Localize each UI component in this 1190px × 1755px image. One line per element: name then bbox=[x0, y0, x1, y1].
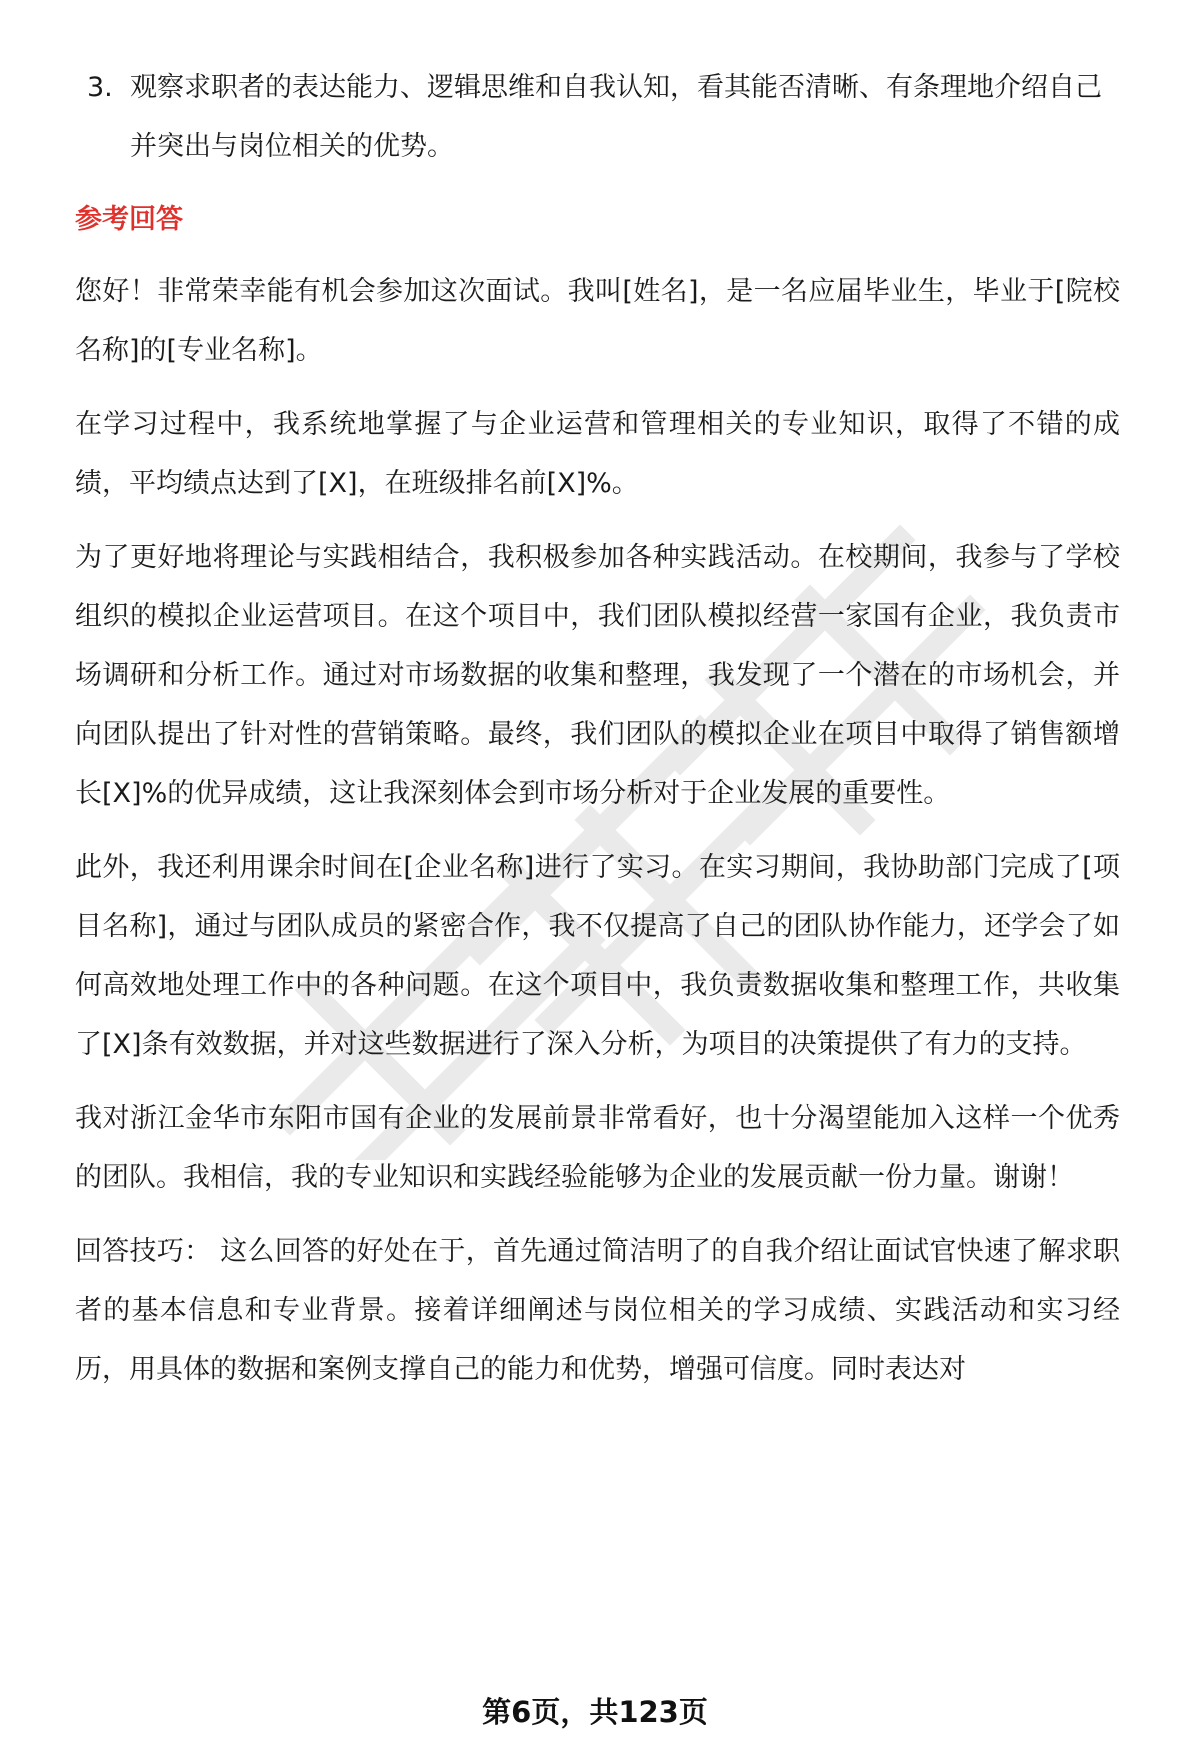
paragraph-study: 在学习过程中，我系统地掌握了与企业运营和管理相关的专业知识，取得了不错的成绩，平均绩点达到了[X]，在班级排名前[X]%。 bbox=[75, 409, 1120, 499]
paragraph-closing: 我对浙江金华市东阳市国有企业的发展前景非常看好，也十分渴望能加入这样一个优秀的团队。我相信，我的专业知识和实践经验能够为企业的发展贡献一份力量。谢谢！ bbox=[75, 1103, 1120, 1193]
page-footer: 第6页，共123页 bbox=[482, 1695, 708, 1729]
paragraph-tips: 回答技巧： 这么回答的好处在于，首先通过简洁明了的自我介绍让面试官快速了解求职者的基本信息和专业背景。接着详细阐述与岗位相关的学习成绩、实践活动和实习经历，用具体的数据和案例支撑自己的能力和优势，增强可信度。同时表达对 bbox=[75, 1236, 1120, 1385]
section-title: 参考回答 bbox=[75, 204, 183, 235]
document-body bbox=[75, 58, 1120, 1399]
list-item-text: 观察求职者的表达能力、逻辑思维和自我认知，看其能否清晰、有条理地介绍自己并突出与岗位相关的优势。 bbox=[130, 72, 1102, 162]
list-number: 3. bbox=[87, 72, 113, 103]
paragraph-practice: 为了更好地将理论与实践相结合，我积极参加各种实践活动。在校期间，我参与了学校组织的模拟企业运营项目。在这个项目中，我们团队模拟经营一家国有企业，我负责市场调研和分析工作。通过对市场数据的收集和整理，我发现了一个潜在的市场机会，并向团队提出了针对性的营销策略。最终，我们团队的模拟企业在项目中取得了销售额增长[X]%的优异成绩，这让我深刻体会到市场分析对于企业发展的重要性。 bbox=[75, 542, 1120, 809]
paragraph-greeting: 您好！非常荣幸能有机会参加这次面试。我叫[姓名]，是一名应届毕业生，毕业于[院校名称]的[专业名称]。 bbox=[75, 276, 1120, 366]
paragraph-internship: 此外，我还利用课余时间在[企业名称]进行了实习。在实习期间，我协助部门完成了[项目名称]，通过与团队成员的紧密合作，我不仅提高了自己的团队协作能力，还学会了如何高效地处理工作中的各种问题。在这个项目中，我负责数据收集和整理工作，共收集了[X]条有效数据，并对这些数据进行了深入分析，为项目的决策提供了有力的支持。 bbox=[75, 852, 1120, 1060]
list-item bbox=[75, 58, 1120, 176]
